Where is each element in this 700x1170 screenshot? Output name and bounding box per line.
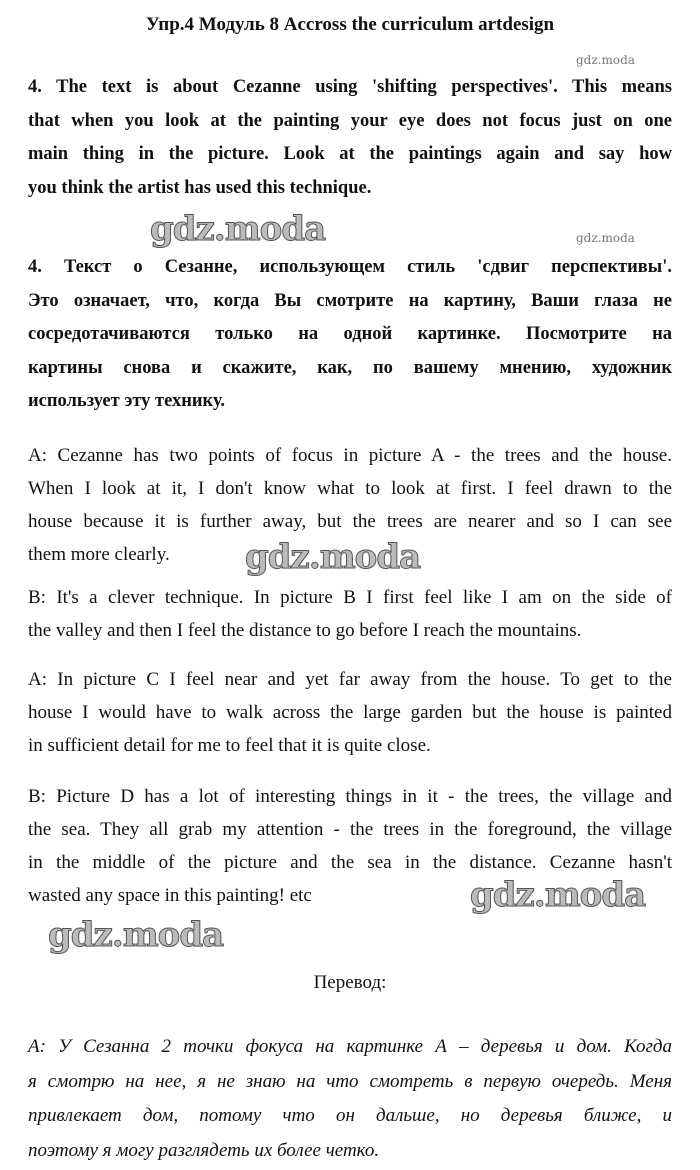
watermark: gdz.moda (245, 537, 421, 577)
text-line: that when you look at the painting your eye does not focus just on one (28, 110, 672, 131)
text-line: 4. The text is about Cezanne using 'shifting perspectives'. This means (28, 77, 672, 97)
text-line: in sufficient detail for me to feel that it is quite close. (28, 735, 431, 756)
watermark: gdz.moda (576, 231, 635, 245)
watermark: gdz.moda (48, 915, 224, 955)
text-line: 4. Текст о Сезанне, использующем стиль 'сдвиг перспективы'. (28, 257, 672, 277)
translation-label: Перевод: (313, 972, 387, 993)
text-line: them more clearly. (28, 544, 170, 565)
text-line: main thing in the picture. Look at the paintings again and say how (28, 144, 672, 164)
watermark: gdz.moda (576, 53, 635, 67)
text-line: A: In picture C I feel near and yet far away from the house. To get to the (28, 669, 672, 690)
text-line: А: У Сезанна 2 точки фокуса на картинке А – деревья и дом. Когда (28, 1036, 672, 1057)
text-line: B: Picture D has a lot of interesting things in it - the trees, the village and (28, 786, 672, 807)
answer-b1 (28, 581, 672, 647)
text-line: картины снова и скажите, как, по вашему мнению, художник (28, 357, 672, 378)
watermark: gdz.moda (470, 875, 646, 915)
text-line: wasted any space in this painting! etc (28, 885, 312, 906)
text-line: the sea. They all grab my attention - the trees in the foreground, the village (28, 819, 672, 840)
text-line: house I would have to walk across the large garden but the house is painted (28, 702, 672, 723)
text-line: in the middle of the picture and the sea in the distance. Cezanne hasn't (28, 852, 672, 873)
text-line: A: Cezanne has two points of focus in picture A - the trees and the house. (28, 445, 672, 466)
text-line: привлекает дом, потому что он дальше, но деревья ближе, и (28, 1105, 672, 1126)
task-english (28, 71, 672, 205)
page-title: Упр.4 Модуль 8 Accross the curriculum artdesign (145, 14, 555, 35)
text-line: использует эту технику. (28, 391, 225, 411)
text-line: Это означает, что, когда Вы смотрите на картину, Ваши глаза не (28, 290, 672, 311)
text-line: you think the artist has used this technique. (28, 177, 372, 198)
task-russian (28, 251, 672, 419)
text-line: When I look at it, I don't know what to look at first. I feel drawn to the (28, 478, 672, 499)
answer-a2 (28, 663, 672, 762)
text-line: the valley and then I feel the distance to go before I reach the mountains. (28, 620, 582, 641)
translation (28, 1030, 672, 1168)
text-line: я смотрю на нее, я не знаю на что смотреть в первую очередь. Меня (28, 1070, 672, 1092)
watermark: gdz.moda (150, 209, 326, 249)
text-line: поэтому я могу разглядеть их более четко. (28, 1139, 380, 1161)
text-line: B: It's a clever technique. In picture B I first feel like I am on the side of (28, 587, 672, 608)
text-line: сосредотачиваются только на одной картинке. Посмотрите на (28, 324, 672, 344)
text-line: house because it is further away, but the trees are nearer and so I can see (28, 511, 672, 532)
